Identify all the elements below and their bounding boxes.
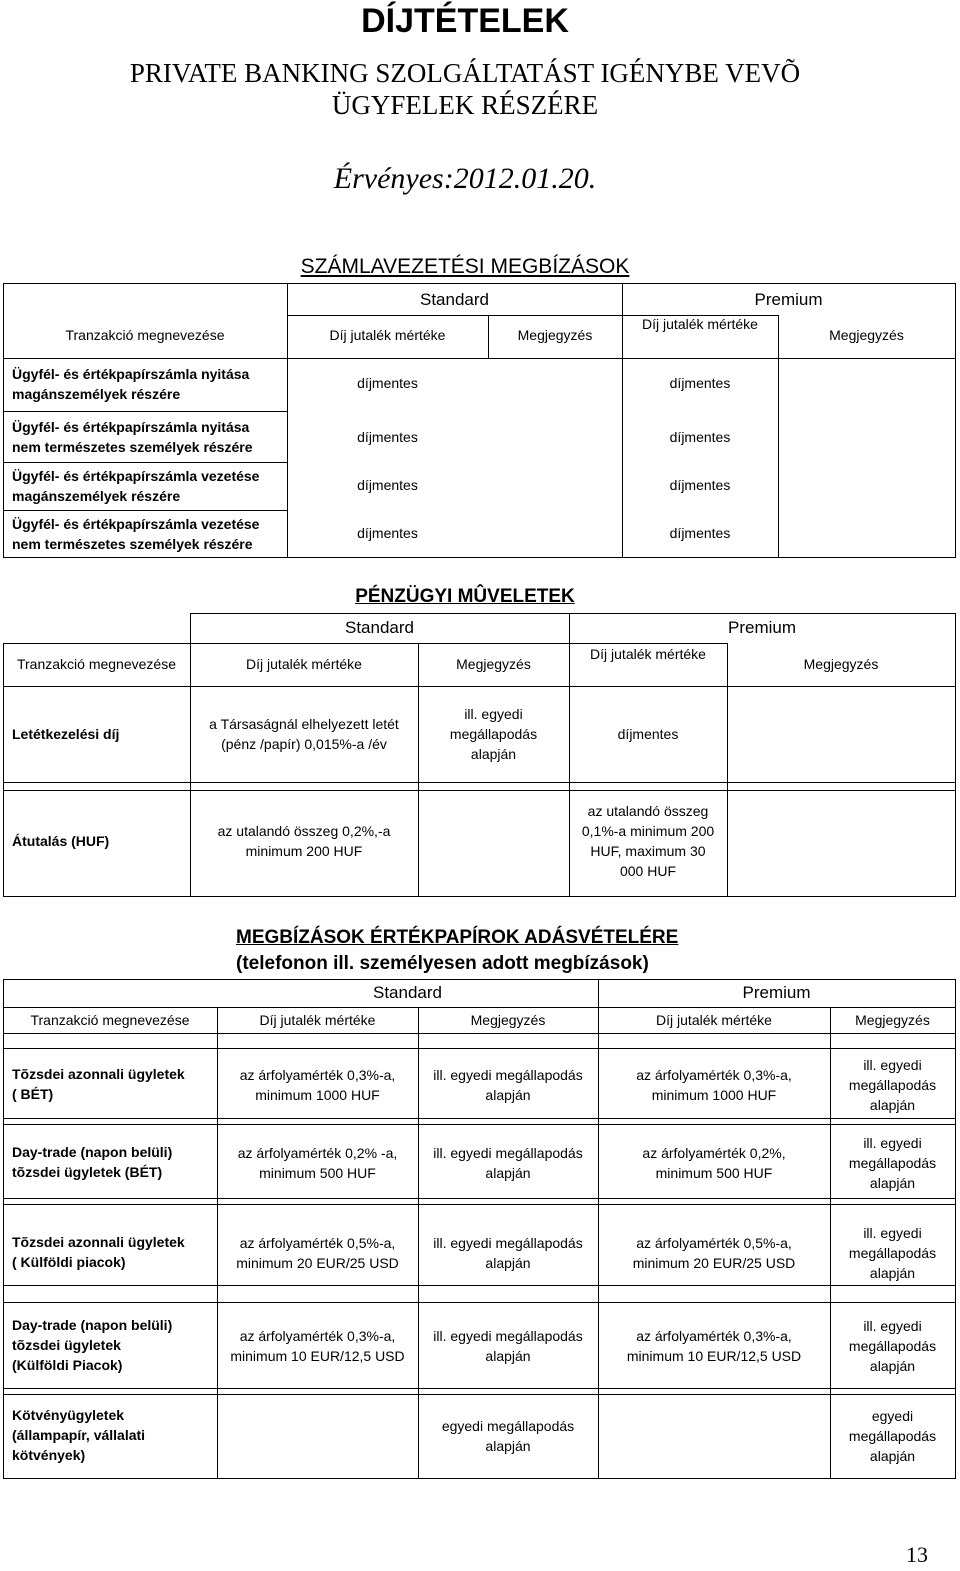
- standard-fee: [190, 713, 418, 755]
- row-label-line2: ( BÉT): [12, 1086, 54, 1102]
- note-line2: megállapodás: [848, 1077, 937, 1093]
- note-line1: egyedi megállapodás: [441, 1418, 575, 1434]
- row-label-line2: tõzsdei ügyletek: [12, 1337, 121, 1353]
- note-line1: ill. egyedi: [863, 1135, 922, 1151]
- fee-line2: minimum 1000 HUF: [651, 1087, 777, 1103]
- fee-line2: 0,1%-a minimum 200: [581, 823, 715, 839]
- fee-line1: az árfolyamérték 0,2%,: [642, 1145, 786, 1161]
- fee-line2: minimum 500 HUF: [655, 1165, 773, 1181]
- standard-fee: [217, 1325, 418, 1367]
- note-line3: alapján: [869, 1358, 916, 1374]
- fee-line1: az árfolyamérték 0,2% -a,: [237, 1145, 398, 1161]
- s3-col-transaction: Tranzakció megnevezése: [30, 1012, 190, 1028]
- s2-standard-header: Standard: [345, 618, 414, 637]
- fee-line2: minimum 1000 HUF: [255, 1087, 380, 1103]
- standard-fee: [217, 1064, 418, 1106]
- note-line1: ill. egyedi: [863, 1057, 922, 1073]
- fee-line1: az árfolyamérték 0,5%-a,: [239, 1235, 396, 1251]
- premium-fee: díjmentes: [669, 525, 731, 541]
- s3-col-fee: Díj jutalék mértéke: [259, 1012, 376, 1028]
- section3-subtitle: (telefonon ill. személyesen adott megbízások): [236, 953, 649, 974]
- row-label-line1: Ügyfél- és értékpapírszámla vezetése: [12, 468, 260, 484]
- s1-col-note-premium: Megjegyzés: [829, 327, 904, 343]
- table-row: [3, 416, 287, 458]
- premium-fee: díjmentes: [617, 726, 679, 742]
- note-line3: alapján: [869, 1265, 916, 1281]
- row-label-line2: magánszemélyek részére: [12, 386, 181, 402]
- note-line2: megállapodás: [848, 1155, 937, 1171]
- table-row: [3, 465, 287, 507]
- s2-col-fee: Díj jutalék mértéke: [246, 656, 362, 672]
- fee-line2: (pénz /papír) 0,015%-a /év: [221, 736, 387, 752]
- row-label-line1: Ügyfél- és értékpapírszámla nyitása: [12, 419, 250, 435]
- note-line2: alapján: [485, 1165, 531, 1181]
- note-line2: alapján: [485, 1087, 531, 1103]
- note-line2: alapján: [485, 1255, 531, 1271]
- standard-fee: [217, 1232, 418, 1274]
- s2-col-note-premium: Megjegyzés: [803, 656, 879, 672]
- note-line2: megállapodás: [848, 1338, 937, 1354]
- standard-note: [418, 1232, 598, 1274]
- row-label-line1: Ügyfél- és értékpapírszámla nyitása: [12, 366, 250, 382]
- page-title: DÍJTÉTELEK: [361, 2, 569, 40]
- note-line1: ill. egyedi megállapodás: [433, 1235, 583, 1251]
- premium-fee: [598, 1142, 830, 1184]
- standard-note: [418, 1325, 598, 1367]
- s3-premium-header: Premium: [742, 983, 811, 1002]
- row-label-line1: Tõzsdei azonnali ügyletek: [12, 1066, 185, 1082]
- fee-line2: minimum 10 EUR/12,5 USD: [626, 1348, 802, 1364]
- s1-premium-header: Premium: [754, 290, 823, 309]
- s1-col-fee-premium: Díj jutalék mértéke: [642, 316, 758, 332]
- row-label-line2: ( Külföldi piacok): [12, 1254, 126, 1270]
- note-line3: alapján: [869, 1175, 916, 1191]
- premium-note: [830, 1315, 955, 1377]
- premium-fee: díjmentes: [669, 477, 731, 493]
- note-line3: alapján: [869, 1448, 916, 1464]
- standard-fee: díjmentes: [357, 429, 418, 445]
- premium-fee: [598, 1232, 830, 1274]
- standard-note: [418, 1415, 598, 1457]
- premium-note: [830, 1054, 955, 1116]
- fee-line1: az árfolyamérték 0,5%-a,: [636, 1235, 792, 1251]
- note-line2: megállapodás: [848, 1245, 937, 1261]
- note-line2: megállapodás: [449, 726, 538, 742]
- note-line2: alapján: [485, 1348, 531, 1364]
- s1-col-fee: Díj jutalék mértéke: [329, 327, 446, 343]
- validity-date: Érvényes:2012.01.20.: [333, 162, 597, 195]
- fee-line1: az árfolyamérték 0,3%-a,: [239, 1328, 396, 1344]
- note-line1: ill. egyedi megállapodás: [433, 1067, 583, 1083]
- row-label-line2: tõzsdei ügyletek (BÉT): [12, 1164, 163, 1180]
- fee-line2: minimum 20 EUR/25 USD: [632, 1255, 796, 1271]
- note-line1: egyedi: [871, 1408, 914, 1424]
- note-line2: alapján: [485, 1438, 531, 1454]
- row-label-line3: kötvények): [12, 1447, 86, 1463]
- table-row: [3, 1142, 217, 1184]
- fee-line2: minimum 10 EUR/12,5 USD: [230, 1348, 405, 1364]
- section2-title: PÉNZÜGYI MÛVELETEK: [355, 586, 575, 607]
- s2-col-transaction: Tranzakció megnevezése: [16, 656, 176, 672]
- premium-note: [830, 1132, 955, 1194]
- note-line1: ill. egyedi megállapodás: [433, 1145, 583, 1161]
- fee-line2: minimum 20 EUR/25 USD: [236, 1255, 399, 1271]
- table-row: [3, 513, 287, 555]
- fee-line1: az utalandó összeg 0,2%,-a: [217, 823, 391, 839]
- premium-note: [830, 1405, 955, 1467]
- table-row: [3, 1315, 217, 1377]
- fee-line2: minimum 500 HUF: [259, 1165, 376, 1181]
- standard-fee: díjmentes: [357, 375, 418, 391]
- note-line1: ill. egyedi: [464, 706, 523, 722]
- note-line2: megállapodás: [848, 1428, 937, 1444]
- table-row: [3, 1232, 217, 1274]
- standard-note: [418, 1142, 598, 1184]
- note-line3: alapján: [470, 746, 517, 762]
- table-row: [3, 1405, 217, 1467]
- premium-note: [830, 1222, 955, 1284]
- s2-premium-header: Premium: [727, 618, 796, 637]
- s1-col-note: Megjegyzés: [517, 327, 593, 343]
- s1-col-transaction: Tranzakció megnevezése: [65, 327, 225, 343]
- row-name: Átutalás (HUF): [12, 833, 110, 849]
- s2-col-note: Megjegyzés: [456, 656, 531, 672]
- s2-col-fee-premium: Díj jutalék mértéke: [590, 646, 706, 662]
- standard-fee: [217, 1142, 418, 1184]
- note-line1: ill. egyedi megállapodás: [433, 1328, 583, 1344]
- s3-col-note-premium: Megjegyzés: [855, 1012, 930, 1028]
- fee-line1: a Társaságnál elhelyezett letét: [209, 716, 399, 732]
- premium-fee: [598, 1064, 830, 1106]
- standard-fee: díjmentes: [357, 477, 418, 493]
- page-subtitle-line1: PRIVATE BANKING SZOLGÁLTATÁST IGÉNYBE VEVÕ: [129, 58, 801, 88]
- premium-fee: [598, 1325, 830, 1367]
- note-line3: alapján: [869, 1097, 916, 1113]
- standard-note: [418, 704, 569, 764]
- premium-fee: díjmentes: [669, 375, 731, 391]
- row-label-line2: nem természetes személyek részére: [12, 439, 253, 455]
- row-label-line1: Tõzsdei azonnali ügyletek: [12, 1234, 185, 1250]
- fee-line4: 000 HUF: [619, 863, 677, 879]
- standard-fee: [190, 820, 418, 862]
- row-label-line1: Day-trade (napon belüli): [12, 1144, 173, 1160]
- fee-line1: az árfolyamérték 0,3%-a,: [636, 1328, 792, 1344]
- row-label-line2: (állampapír, vállalati: [12, 1427, 146, 1443]
- fee-line3: HUF, maximum 30: [590, 843, 706, 859]
- row-label-line1: Day-trade (napon belüli): [12, 1317, 173, 1333]
- standard-note: [418, 1064, 598, 1106]
- premium-fee: díjmentes: [669, 429, 731, 445]
- fee-line1: az árfolyamérték 0,3%-a,: [239, 1067, 396, 1083]
- row-label-line2: nem természetes személyek részére: [12, 536, 253, 552]
- s3-col-fee-premium: Díj jutalék mértéke: [656, 1012, 772, 1028]
- row-label-line2: magánszemélyek részére: [12, 488, 181, 504]
- row-name: Letétkezelési díj: [12, 726, 120, 742]
- section3-title: MEGBÍZÁSOK ÉRTÉKPAPÍROK ADÁSVÉTELÉRE: [236, 927, 679, 948]
- s3-standard-header: Standard: [373, 983, 442, 1002]
- note-line1: ill. egyedi: [863, 1225, 922, 1241]
- premium-fee: [569, 801, 727, 881]
- fee-line2: minimum 200 HUF: [245, 843, 363, 859]
- fee-line1: az árfolyamérték 0,3%-a,: [636, 1067, 792, 1083]
- standard-fee: díjmentes: [357, 525, 418, 541]
- row-label-line1: Ügyfél- és értékpapírszámla vezetése: [12, 516, 260, 532]
- table-row: [3, 1064, 217, 1106]
- s3-col-note: Megjegyzés: [470, 1012, 546, 1028]
- fee-line1: az utalandó összeg: [587, 803, 709, 819]
- note-line1: ill. egyedi: [863, 1318, 922, 1334]
- page-number: 13: [906, 1542, 928, 1567]
- page-subtitle-line2: ÜGYFELEK RÉSZÉRE: [331, 90, 599, 120]
- section1-title: SZÁMLAVEZETÉSI MEGBÍZÁSOK: [300, 255, 630, 278]
- row-label-line1: Kötvényügyletek: [12, 1407, 125, 1423]
- s1-standard-header: Standard: [420, 290, 489, 309]
- table-row: [3, 363, 287, 405]
- row-label-line3: (Külföldi Piacok): [12, 1357, 123, 1373]
